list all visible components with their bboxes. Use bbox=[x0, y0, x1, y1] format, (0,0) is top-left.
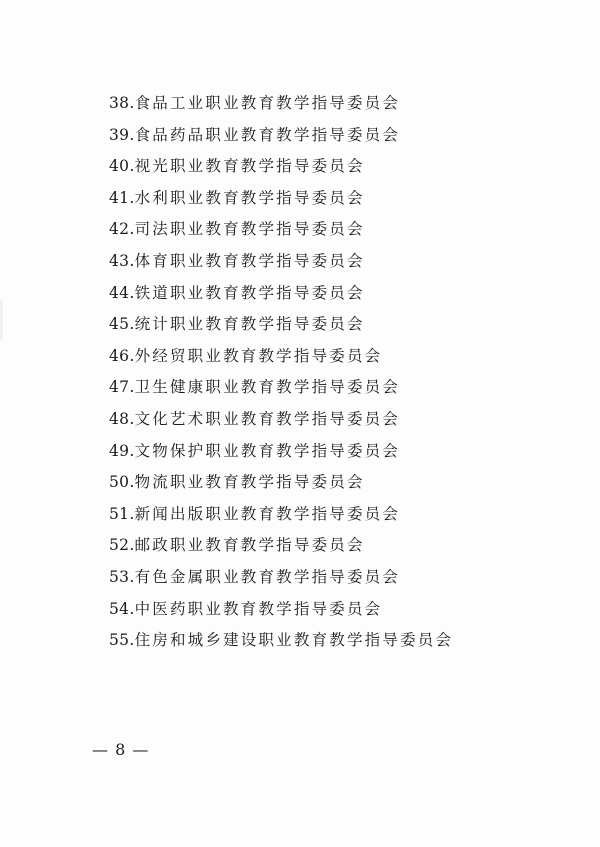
item-number: 39. bbox=[109, 125, 135, 144]
item-number: 44. bbox=[109, 283, 135, 302]
list-item bbox=[109, 467, 453, 499]
list-item bbox=[109, 246, 453, 278]
list-item bbox=[109, 120, 453, 152]
item-text: 水利职业教育教学指导委员会 bbox=[134, 188, 365, 207]
item-number: 55. bbox=[109, 631, 135, 650]
item-text: 住房和城乡建设职业教育教学指导委员会 bbox=[134, 631, 454, 650]
item-text: 新闻出版职业教育教学指导委员会 bbox=[134, 504, 401, 523]
item-number: 42. bbox=[109, 220, 135, 239]
list-item bbox=[109, 594, 453, 626]
item-number: 45. bbox=[109, 315, 135, 334]
item-text: 文物保护职业教育教学指导委员会 bbox=[134, 441, 401, 460]
item-number: 47. bbox=[109, 378, 135, 397]
list-item bbox=[109, 88, 453, 120]
item-number: 51. bbox=[109, 504, 135, 523]
item-text: 外经贸职业教育教学指导委员会 bbox=[134, 346, 383, 365]
list-item bbox=[109, 625, 453, 657]
item-number: 48. bbox=[109, 409, 135, 428]
item-number: 50. bbox=[109, 473, 135, 492]
list-item bbox=[109, 499, 453, 531]
list-item bbox=[109, 151, 453, 183]
list-item bbox=[109, 372, 453, 404]
item-text: 有色金属职业教育教学指导委员会 bbox=[134, 567, 401, 586]
item-number: 54. bbox=[109, 599, 135, 618]
item-text: 视光职业教育教学指导委员会 bbox=[134, 157, 365, 176]
list-item bbox=[109, 404, 453, 436]
list-item bbox=[109, 309, 453, 341]
scan-edge-mark bbox=[0, 300, 3, 340]
item-text: 物流职业教育教学指导委员会 bbox=[134, 473, 365, 492]
item-number: 43. bbox=[109, 251, 135, 270]
item-text: 统计职业教育教学指导委员会 bbox=[134, 315, 365, 334]
item-text: 邮政职业教育教学指导委员会 bbox=[134, 536, 365, 555]
item-number: 52. bbox=[109, 536, 135, 555]
item-number: 49. bbox=[109, 441, 135, 460]
item-number: 40. bbox=[109, 157, 135, 176]
list-item bbox=[109, 530, 453, 562]
item-text: 食品药品职业教育教学指导委员会 bbox=[134, 125, 401, 144]
item-number: 41. bbox=[109, 188, 135, 207]
item-number: 38. bbox=[109, 94, 135, 112]
item-text: 体育职业教育教学指导委员会 bbox=[134, 251, 365, 270]
item-text: 食品工业职业教育教学指导委员会 bbox=[134, 94, 401, 112]
item-text: 司法职业教育教学指导委员会 bbox=[134, 220, 365, 239]
list-item bbox=[109, 341, 453, 373]
item-text: 中医药职业教育教学指导委员会 bbox=[134, 599, 383, 618]
item-text: 卫生健康职业教育教学指导委员会 bbox=[134, 378, 401, 397]
list-item bbox=[109, 278, 453, 310]
list-item bbox=[109, 214, 453, 246]
list-item bbox=[109, 436, 453, 468]
committee-list bbox=[109, 88, 453, 657]
item-text: 铁道职业教育教学指导委员会 bbox=[134, 283, 365, 302]
item-text: 文化艺术职业教育教学指导委员会 bbox=[134, 409, 401, 428]
item-number: 53. bbox=[109, 567, 135, 586]
list-item bbox=[109, 562, 453, 594]
page-number: — 8 — bbox=[92, 740, 150, 759]
item-number: 46. bbox=[109, 346, 135, 365]
list-item bbox=[109, 183, 453, 215]
